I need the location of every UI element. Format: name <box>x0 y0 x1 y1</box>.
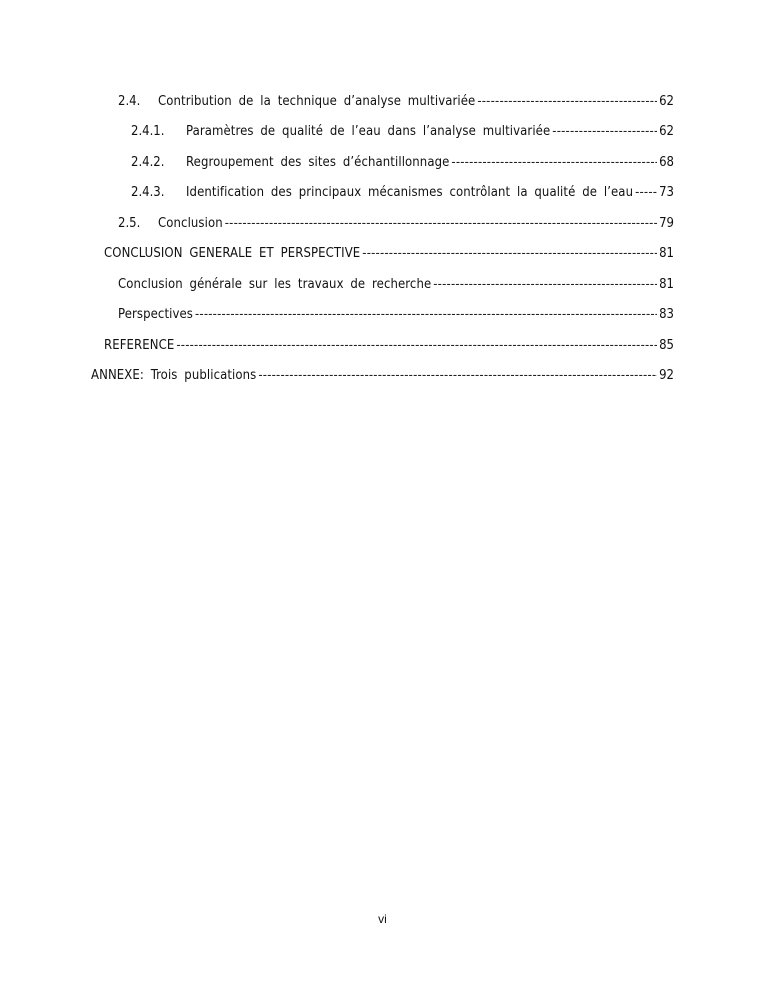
toc-entry-2-4-3[interactable] <box>0 178 674 209</box>
dot-leader <box>552 124 657 139</box>
toc-entry-page: 62 <box>659 124 674 140</box>
toc-entry-page: 79 <box>659 215 674 231</box>
table-of-contents <box>0 86 765 391</box>
dot-leader <box>225 216 657 231</box>
toc-entry-page: 68 <box>659 154 674 170</box>
dot-leader <box>635 185 657 200</box>
toc-entry-title: Perspectives <box>118 307 193 323</box>
toc-entry-page: 92 <box>659 368 674 384</box>
toc-entry-page: 83 <box>659 307 674 323</box>
toc-entry-2-5[interactable] <box>0 208 674 239</box>
toc-entry-page: 81 <box>659 246 674 262</box>
toc-entry-annexe[interactable] <box>0 361 674 392</box>
dot-leader <box>362 246 657 261</box>
dot-leader <box>451 155 657 170</box>
dot-leader <box>195 307 657 322</box>
toc-entry-title: Regroupement des sites d’échantillonnage <box>186 154 450 170</box>
toc-entry-2-4-2[interactable] <box>0 147 674 178</box>
toc-entry-number: 2.5. <box>118 215 141 231</box>
dot-leader <box>433 277 657 292</box>
toc-entry-2-4-1[interactable] <box>0 117 674 148</box>
toc-entry-title: REFERENCE <box>104 337 175 353</box>
toc-entry-2-4[interactable] <box>0 86 674 117</box>
toc-entry-title: Conclusion générale sur les travaux de recherche <box>118 276 432 292</box>
dot-leader <box>477 94 657 109</box>
dot-leader <box>258 368 657 383</box>
toc-entry-page: 81 <box>659 276 674 292</box>
page-number-footer: vi <box>378 912 387 926</box>
dot-leader <box>176 338 657 353</box>
toc-entry-number: 2.4.1. <box>131 124 165 140</box>
toc-entry-title: Paramètres de qualité de l’eau dans l’analyse multivariée <box>186 124 551 140</box>
toc-entry-reference[interactable] <box>0 330 674 361</box>
toc-entry-title: Conclusion <box>158 215 223 231</box>
toc-entry-number: 2.4. <box>118 93 141 109</box>
toc-entry-title: CONCLUSION GENERALE ET PERSPECTIVE <box>104 246 361 262</box>
toc-entry-page: 62 <box>659 93 674 109</box>
toc-entry-conclusion-travaux[interactable] <box>0 269 674 300</box>
toc-entry-perspectives[interactable] <box>0 300 674 331</box>
toc-entry-page: 85 <box>659 337 674 353</box>
toc-entry-page: 73 <box>659 185 674 201</box>
toc-entry-number: 2.4.3. <box>131 185 165 201</box>
toc-entry-title: Contribution de la technique d’analyse multivariée <box>158 93 476 109</box>
toc-entry-number: 2.4.2. <box>131 154 165 170</box>
toc-entry-title: Identification des principaux mécanismes contrôlant la qualité de l’eau <box>186 185 634 201</box>
toc-entry-conclusion-generale[interactable] <box>0 239 674 270</box>
toc-entry-title: ANNEXE: Trois publications <box>91 368 257 384</box>
